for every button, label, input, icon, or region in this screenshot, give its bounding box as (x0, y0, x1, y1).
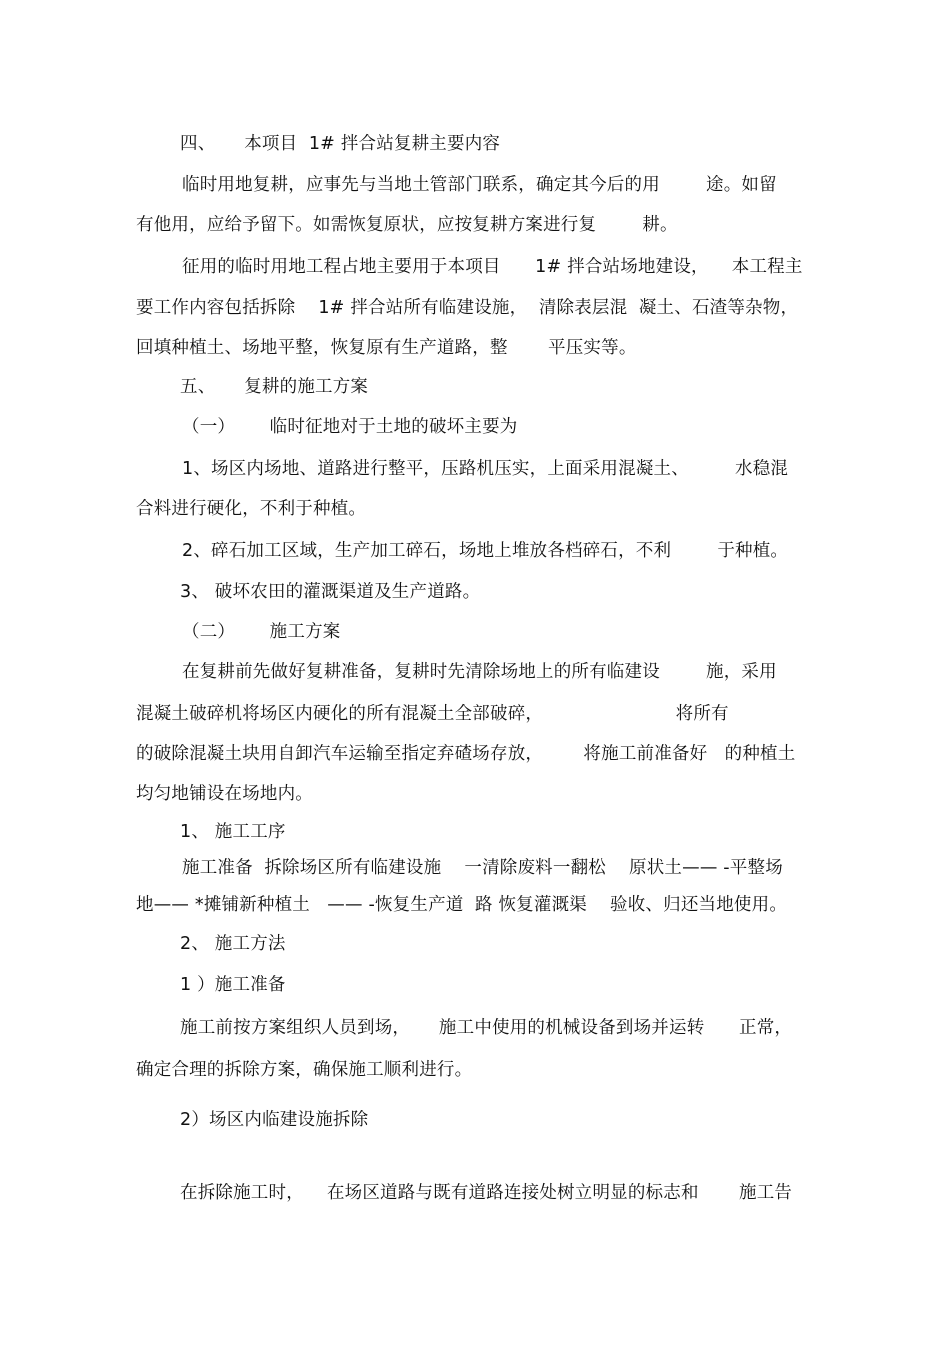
paragraph-line: 确定合理的拆除方案，确保施工顺利进行。 (136, 1060, 473, 1080)
paragraph-line: 在拆除施工时， 在场区道路与既有道路连接处树立明显的标志和 施工告 (180, 1183, 793, 1203)
paragraph-line: 在复耕前先做好复耕准备，复耕时先清除场地上的所有临建设 施，采用 (182, 662, 777, 682)
paragraph-line: 回填种植土、场地平整，恢复原有生产道路，整 平压实等。 (136, 338, 637, 358)
paragraph-line: 施工准备 拆除场区所有临建设施 一清除废料一翻松 原状土—— -平整场 (182, 858, 783, 878)
subsection-heading-2: （二） 施工方案 (182, 622, 341, 642)
paragraph-line: 地—— *摊铺新种植土 —— -恢复生产道 路 恢复灌溉渠 验收、归还当地使用。 (136, 895, 788, 915)
paragraph-line: 施工前按方案组织人员到场， 施工中使用的机械设备到场并运转 正常， (180, 1018, 793, 1038)
list-item-line: 合料进行硬化，不利于种植。 (136, 499, 367, 519)
list-item-line: 3、 破坏农田的灌溉渠道及生产道路。 (180, 582, 481, 602)
paragraph-line: 有他用，应给予留下。如需恢复原状，应按复耕方案进行复 耕。 (136, 215, 678, 235)
paragraph-line: 均匀地铺设在场地内。 (136, 784, 313, 804)
item-heading: 1 ）施工准备 (180, 975, 286, 995)
section-heading-5: 五、 复耕的施工方案 (180, 377, 369, 397)
subsection-heading-1: （一） 临时征地对于土地的破坏主要为 (182, 417, 518, 437)
paragraph-line: 要工作内容包括拆除 1# 拌合站所有临建设施， 清除表层混 凝土、石渣等杂物， (136, 298, 799, 318)
list-item-line: 1、场区内场地、道路进行整平，压路机压实，上面采用混凝土、 水稳混 (182, 459, 789, 479)
list-item-line: 2、碎石加工区域，生产加工碎石，场地上堆放各档碎石，不利 于种植。 (182, 541, 789, 561)
item-heading: 2、 施工方法 (180, 934, 286, 954)
paragraph-line: 混凝土破碎机将场区内硬化的所有混凝土全部破碎， 将所有 (136, 704, 729, 724)
paragraph-line: 临时用地复耕，应事先与当地土管部门联系，确定其今后的用 途。如留 (182, 175, 777, 195)
paragraph-line: 征用的临时用地工程占地主要用于本项目 1# 拌合站场地建设， 本工程主 (182, 257, 803, 277)
paragraph-line: 的破除混凝土块用自卸汽车运输至指定弃碴场存放， 将施工前准备好 的种植土 (136, 744, 796, 764)
section-heading-4: 四、 本项目 1# 拌合站复耕主要内容 (180, 134, 501, 154)
item-heading: 1、 施工工序 (180, 822, 286, 842)
item-heading: 2）场区内临建设施拆除 (180, 1110, 369, 1130)
